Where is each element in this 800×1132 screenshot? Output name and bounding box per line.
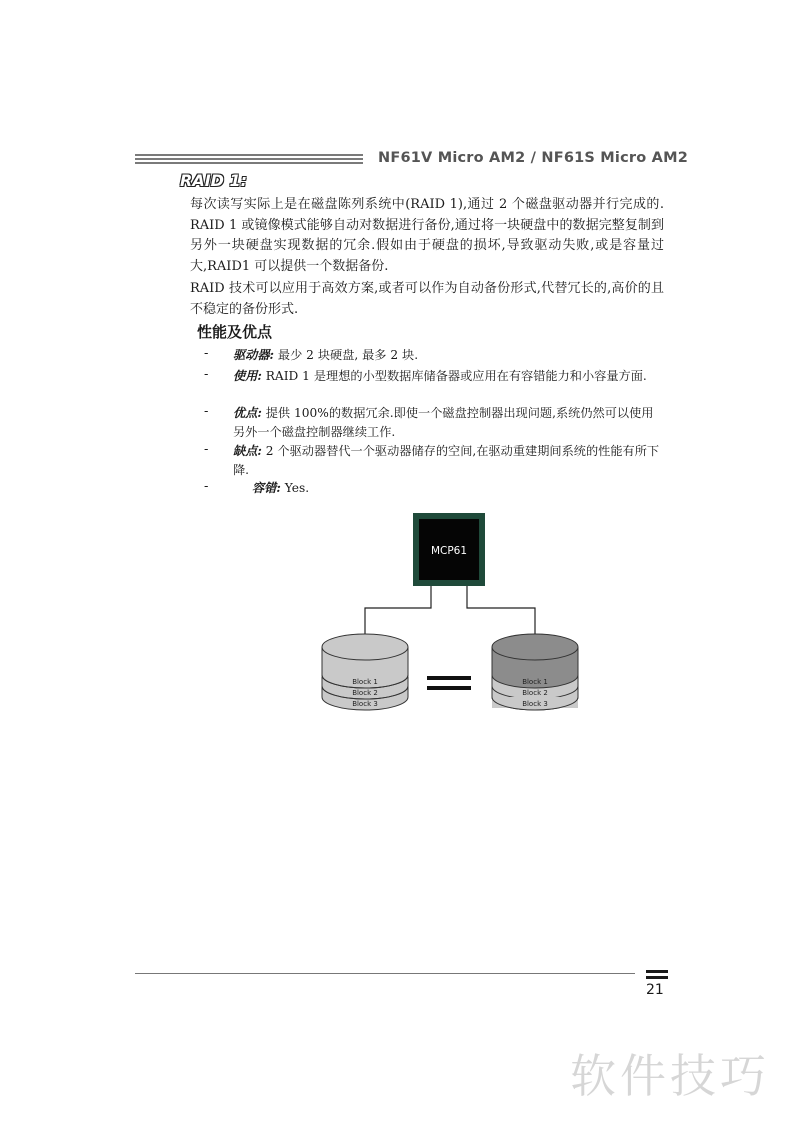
header-rule <box>135 154 363 156</box>
footer-rule <box>135 973 635 974</box>
bullet-dash: - <box>204 346 209 361</box>
watermark: 软件技巧 <box>570 1049 770 1103</box>
body-paragraph: RAID 技术可以应用于高效方案,或者可以作为自动备份形式,代替冗长的,高价的且不稳定的备份形式. <box>190 281 664 317</box>
feature-label: 使用: <box>233 369 262 383</box>
feature-item <box>233 404 661 441</box>
block-label: Block 1 <box>352 678 378 686</box>
block-label: Block 3 <box>522 700 548 708</box>
feature-text: 提供 100%的数据冗余.即使一个磁盘控制器出现问题,系统仍然可以使用另外一个磁盘控制器继续工作. <box>233 406 654 439</box>
disk-left <box>322 634 408 710</box>
feature-item <box>233 442 661 479</box>
feature-text: RAID 1 是理想的小型数据库储备器或应用在有容错能力和小容量方面. <box>261 369 647 383</box>
header-title: NF61V Micro AM2 / NF61S Micro AM2 <box>378 150 688 166</box>
equals-sign <box>427 676 471 680</box>
chip-label: MCP61 <box>430 545 468 557</box>
feature-label: 驱动器: <box>233 348 275 362</box>
feature-text: Yes. <box>280 481 310 495</box>
feature-item <box>233 346 661 365</box>
footer-mark <box>646 970 668 973</box>
feature-text: 最少 2 块硬盘, 最多 2 块. <box>274 348 419 362</box>
bullet-dash: - <box>204 404 209 419</box>
block-label: Block 1 <box>522 678 548 686</box>
footer-mark <box>646 976 668 979</box>
bullet-dash: - <box>204 479 209 494</box>
feature-label: 容错: <box>252 481 281 495</box>
block-label: Block 2 <box>522 689 548 697</box>
feature-label: 优点: <box>233 406 262 420</box>
raid1-diagram <box>300 505 600 715</box>
section-heading: RAID 1: <box>180 171 248 190</box>
page-number: 21 <box>646 982 664 998</box>
feature-text: 2 个驱动器替代一个驱动器储存的空间,在驱动重建期间系统的性能有所下降. <box>233 444 660 477</box>
block-label: Block 2 <box>352 689 378 697</box>
feature-label: 缺点: <box>233 444 262 458</box>
feature-item <box>252 479 680 498</box>
disk-right <box>492 634 578 710</box>
bullet-dash: - <box>204 367 209 382</box>
block-label: Block 3 <box>352 700 378 708</box>
feature-item <box>233 367 661 386</box>
body-paragraph: 每次读写实际上是在磁盘陈列系统中(RAID 1),通过 2 个磁盘驱动器并行完成的. RAID 1 或镜像模式能够自动对数据进行备份,通过将一块硬盘中的数据完整复制到另外一块硬盘实现数据的冗余.假如由于硬盘的损坏,导致驱动失败,或是容量过大,RAID1 可以提供一个数据备份. <box>190 197 664 274</box>
bullet-dash: - <box>204 442 209 457</box>
equals-sign <box>427 686 471 690</box>
features-heading: 性能及优点 <box>197 323 273 341</box>
header-rule <box>135 162 363 164</box>
header-rule <box>135 158 363 160</box>
